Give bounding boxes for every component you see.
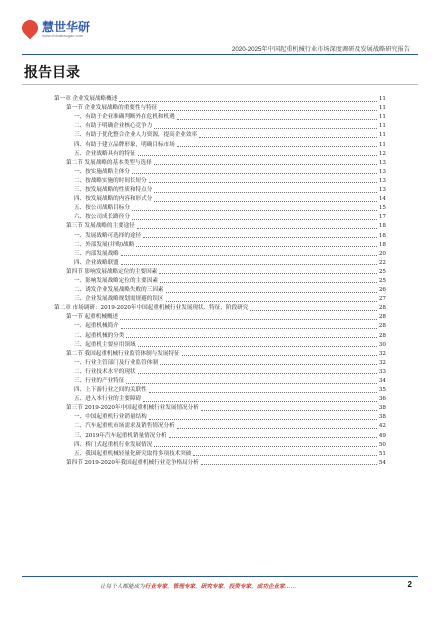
toc-subsection-entry[interactable]: [54, 341, 386, 350]
brand-name: 慧世华研: [42, 20, 91, 34]
toc-leader-dots: [126, 337, 377, 338]
slogan-prefix: 让每个人都能成为: [100, 584, 145, 590]
toc-entry-title: 一、中国起重机行业销量结构: [74, 414, 147, 421]
report-title: 2020-2025年中国起重机械行业市场深度调研及发展战略研究报告: [231, 46, 410, 53]
toc-subsection-entry[interactable]: [54, 213, 386, 222]
toc-entry-title: 六、按公司成长路径分: [74, 214, 130, 221]
toc-heading: 报告目录: [24, 64, 80, 80]
toc-subsection-entry[interactable]: [54, 368, 386, 377]
toc-entry-page: 11: [378, 123, 386, 130]
toc-entry-title: 五、企业战略具有的特征: [74, 150, 136, 157]
toc-entry-page: 35: [378, 387, 386, 394]
toc-leader-dots: [193, 455, 376, 456]
toc-subsection-entry[interactable]: [54, 204, 386, 213]
toc-section-entry[interactable]: [54, 350, 386, 359]
toc-leader-dots: [149, 182, 377, 183]
toc-leader-dots: [154, 201, 377, 202]
toc-subsection-entry[interactable]: [54, 441, 386, 450]
toc-leader-dots: [177, 146, 377, 147]
toc-subsection-entry[interactable]: [54, 322, 386, 331]
toc-entry-page: 26: [378, 287, 386, 294]
toc-chapter-entry[interactable]: [54, 304, 386, 313]
toc-entry-page: 38: [378, 414, 386, 421]
toc-entry-page: 30: [378, 341, 386, 348]
toc-leader-dots: [201, 410, 377, 411]
toc-entry-title: 二、起重机械的分类: [74, 332, 125, 339]
toc-leader-dots: [154, 128, 377, 129]
toc-entry-page: 11: [378, 114, 386, 121]
toc-leader-dots: [159, 273, 377, 274]
toc-leader-dots: [159, 110, 377, 111]
slogan-item: 成功企业家: [256, 584, 285, 590]
toc-entry-title: 一、按实施战略主体分: [74, 168, 130, 175]
toc-entry-page: 18: [378, 232, 386, 239]
toc-leader-dots: [143, 401, 377, 402]
toc-entry-title: 二、按战略实施的时间长短分: [74, 177, 147, 184]
toc-entry-title: 第三节 发展战略的主要途径: [66, 223, 135, 230]
toc-section-entry[interactable]: [54, 404, 386, 413]
toc-entry-page: 51: [378, 450, 386, 457]
slogan-item: 投资专家: [228, 584, 252, 590]
toc-leader-dots: [138, 373, 377, 374]
toc-leader-dots: [126, 383, 377, 384]
toc-leader-dots: [119, 101, 377, 102]
toc-entry-page: 27: [378, 296, 386, 303]
toc-leader-dots: [121, 255, 377, 256]
toc-entry-title: 第二章 市场调研：2019-2020年中国起重机械行业发展现状、特征、阶段研究: [54, 305, 249, 312]
brand-subtitle: www.chinabaogao.com: [42, 33, 84, 38]
toc-leader-dots: [177, 119, 377, 120]
toc-entry-page: 13: [378, 159, 386, 166]
toc-section-entry[interactable]: [54, 159, 386, 168]
toc-subsection-entry[interactable]: [54, 195, 386, 204]
toc-entry-page: 28: [378, 332, 386, 339]
toc-leader-dots: [120, 319, 377, 320]
toc-leader-dots: [166, 292, 377, 293]
toc-entry-title: 第一章 企业发展战略概述: [54, 96, 118, 103]
toc-entry-title: 四、桥门式起重机行业发展情况: [74, 441, 153, 448]
toc-subsection-entry[interactable]: [54, 177, 386, 186]
toc-leader-dots: [132, 210, 377, 211]
toc-subsection-entry[interactable]: [54, 450, 386, 459]
toc-chapter-entry[interactable]: [54, 95, 386, 104]
logo-mark-icon: [19, 17, 42, 40]
toc-subsection-entry[interactable]: [54, 231, 386, 240]
toc-subsection-entry[interactable]: [54, 250, 386, 259]
toc-entry-page: 11: [378, 105, 386, 112]
toc-entry-page: 18: [378, 223, 386, 230]
brand-logo: [22, 18, 112, 42]
toc-entry-title: 第四节 影响发展战略定位的主要因素: [66, 268, 158, 275]
toc-subsection-entry[interactable]: [54, 259, 386, 268]
toc-subsection-entry[interactable]: [54, 150, 386, 159]
toc-entry-title: 一、影响发展战略定位的主要因素: [74, 277, 158, 284]
toc-leader-dots: [132, 173, 377, 174]
toc-section-entry[interactable]: [54, 222, 386, 231]
toc-subsection-entry[interactable]: [54, 186, 386, 195]
toc-leader-dots: [138, 346, 377, 347]
toc-leader-dots: [121, 328, 377, 329]
toc-entry-title: 第三节 2019-2020年中国起重机械行业发展情况分析: [66, 405, 199, 412]
toc-subsection-entry[interactable]: [54, 140, 386, 149]
toc-entry-page: 28: [378, 305, 386, 312]
footer-divider: [22, 576, 418, 577]
toc-entry-title: 第二节 我国起重机械行业监管体制与发展特征: [66, 350, 180, 357]
toc-leader-dots: [136, 246, 377, 247]
toc-entry-title: 二、汽车起重机市场需求及销售情况分析: [74, 423, 175, 430]
toc-section-entry[interactable]: [54, 313, 386, 322]
toc-leader-dots: [149, 392, 377, 393]
footer-slogan: 让每个人都能成为行业专家，管理专家，研究专家，投资专家，成功企业家……: [100, 584, 296, 590]
toc-subsection-entry[interactable]: [54, 422, 386, 431]
toc-entry-page: 38: [378, 405, 386, 412]
toc-leader-dots: [250, 310, 377, 311]
toc-entry-page: 12: [378, 150, 386, 157]
toc-entry-page: 18: [378, 241, 386, 248]
toc-entry-title: 四、有助于建立品牌形象，明确目标市场: [74, 141, 175, 148]
toc-entry-page: 11: [378, 141, 386, 148]
toc-leader-dots: [154, 446, 377, 447]
toc-leader-dots: [149, 419, 377, 420]
toc-subsection-entry[interactable]: [54, 386, 386, 395]
toc-subsection-entry[interactable]: [54, 131, 386, 140]
toc-leader-dots: [137, 228, 377, 229]
toc-entry-page: 36: [378, 396, 386, 403]
toc-entry-title: 二、有助于明确企业核心竞争力: [74, 123, 153, 130]
toc-entry-title: 三、2019年汽车起重机销量情况分析: [74, 432, 167, 439]
toc-subsection-entry[interactable]: [54, 286, 386, 295]
toc-entry-page: 11: [378, 96, 386, 103]
table-of-contents: [54, 95, 386, 468]
toc-subsection-entry[interactable]: [54, 122, 386, 131]
toc-entry-title: 三、内部发展战略: [74, 250, 119, 257]
toc-entry-page: 17: [378, 214, 386, 221]
toc-entry-page: 13: [378, 168, 386, 175]
toc-entry-page: 15: [378, 205, 386, 212]
slogan-item: 研究专家: [200, 584, 224, 590]
toc-entry-title: 五、我国起重机械轻量化研究取得多项技术突破: [74, 450, 192, 457]
toc-subsection-entry[interactable]: [54, 377, 386, 386]
toc-entry-title: 三、有助于优化整合企业人力资源，提高企业效率: [74, 132, 198, 139]
toc-entry-page: 20: [378, 250, 386, 257]
slogan-suffix: ……: [284, 584, 296, 590]
toc-entry-page: 32: [378, 359, 386, 366]
toc-entry-page: 42: [378, 423, 386, 430]
toc-entry-title: 三、行业的产业特征: [74, 378, 125, 384]
toc-entry-page: 14: [378, 196, 386, 203]
toc-entry-page: 50: [378, 441, 386, 448]
toc-subsection-entry[interactable]: [54, 395, 386, 404]
toc-leader-dots: [121, 264, 377, 265]
toc-section-entry[interactable]: [54, 459, 386, 468]
toc-subsection-entry[interactable]: [54, 295, 386, 304]
toc-entry-page: 54: [378, 459, 386, 466]
toc-entry-title: 五、进入本行业的主要障碍: [74, 396, 142, 403]
toc-subsection-entry[interactable]: [54, 331, 386, 340]
toc-section-entry[interactable]: [54, 104, 386, 113]
toc-subsection-entry[interactable]: [54, 241, 386, 250]
toc-leader-dots: [160, 364, 377, 365]
toc-entry-title: 三、按发展战略的性质和特点分: [74, 187, 153, 194]
toc-entry-page: 32: [378, 350, 386, 357]
toc-subsection-entry[interactable]: [54, 431, 386, 440]
slogan-item: 管理专家: [172, 584, 196, 590]
toc-subsection-entry[interactable]: [54, 359, 386, 368]
toc-entry-page: 28: [378, 314, 386, 321]
toc-subsection-entry[interactable]: [54, 277, 386, 286]
toc-entry-page: 28: [378, 323, 386, 330]
toc-heading-divider: [22, 84, 418, 85]
toc-entry-page: 13: [378, 187, 386, 194]
toc-entry-page: 49: [378, 432, 386, 439]
slogan-item: 行业专家: [144, 584, 168, 590]
toc-entry-title: 三、企业发展战略规划需规避的误区: [74, 296, 164, 303]
toc-leader-dots: [154, 192, 377, 193]
toc-leader-dots: [138, 155, 377, 156]
toc-entry-page: 13: [378, 177, 386, 184]
toc-leader-dots: [160, 282, 377, 283]
toc-entry-title: 二、外部发展(并购)战略: [74, 241, 135, 248]
toc-entry-title: 四、上下游行业之间的关联性: [74, 387, 147, 394]
toc-leader-dots: [182, 355, 377, 356]
toc-entry-title: 二、诱发企业发展战略失败的三因素: [74, 287, 164, 294]
toc-leader-dots: [199, 137, 377, 138]
toc-section-entry[interactable]: [54, 268, 386, 277]
toc-entry-title: 一、发展战略可选择的途径: [74, 232, 142, 239]
toc-subsection-entry[interactable]: [54, 168, 386, 177]
toc-entry-page: 25: [378, 268, 386, 275]
toc-entry-title: 第一节 起重机械概述: [66, 314, 119, 321]
toc-entry-title: 三、起重机主要应用领域: [74, 341, 136, 348]
toc-entry-title: 五、按公司战略目标分: [74, 205, 130, 212]
toc-entry-page: 22: [378, 259, 386, 266]
toc-entry-page: 11: [378, 132, 386, 139]
toc-leader-dots: [201, 464, 377, 465]
toc-entry-page: 33: [378, 368, 386, 375]
toc-entry-title: 一、起重机械简介: [74, 323, 119, 330]
toc-entry-title: 第一节 企业发展战略的重要性与特征: [66, 105, 158, 112]
toc-entry-title: 一、有助于企业准确判断外在危机和机遇: [74, 114, 175, 121]
toc-entry-page: 34: [378, 378, 386, 384]
toc-leader-dots: [132, 219, 377, 220]
toc-leader-dots: [169, 437, 377, 438]
toc-subsection-entry[interactable]: [54, 413, 386, 422]
toc-leader-dots: [143, 237, 377, 238]
toc-entry-title: 二、行业技术水平的现状: [74, 368, 136, 375]
header-divider: [22, 54, 418, 55]
toc-leader-dots: [177, 428, 377, 429]
page-header: [0, 0, 440, 62]
page-number: 2: [407, 580, 412, 589]
toc-entry-title: 四、按发展战略的内容和形式分: [74, 196, 153, 203]
toc-entry-title: 第四节 2019-2020年我国起重机械行业竞争格局分析: [66, 459, 199, 466]
toc-entry-title: 第二节 发展战略的基本类型与选择: [66, 159, 152, 166]
toc-leader-dots: [166, 301, 377, 302]
toc-entry-page: 25: [378, 277, 386, 284]
toc-leader-dots: [154, 164, 377, 165]
toc-entry-title: 一、行业主管部门及行业监管体制: [74, 359, 158, 366]
toc-entry-title: 四、企业战略联盟: [74, 259, 119, 266]
toc-subsection-entry[interactable]: [54, 113, 386, 122]
